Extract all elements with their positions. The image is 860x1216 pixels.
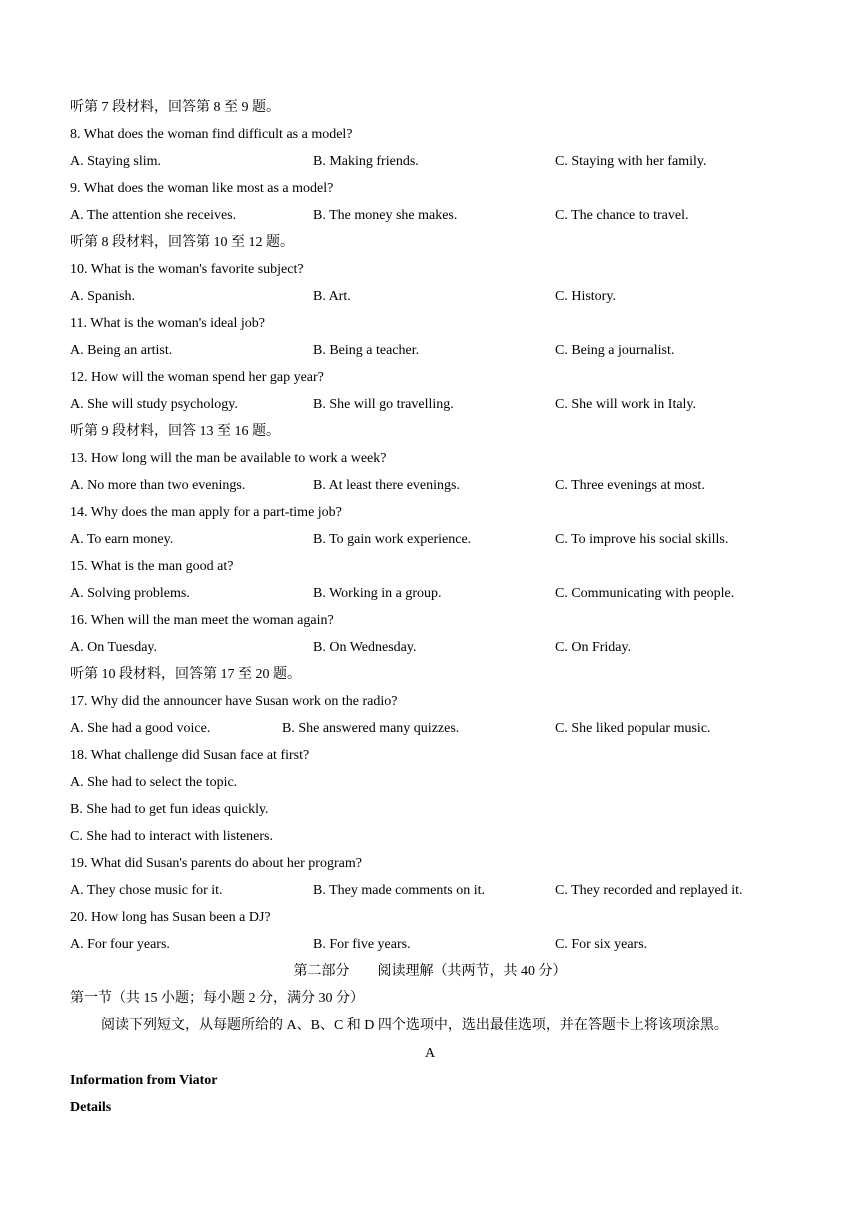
question-14: 14. Why does the man apply for a part-time job? xyxy=(70,505,342,520)
option-b: B. Making friends. xyxy=(313,154,419,169)
option-a: A. To earn money. xyxy=(70,532,174,547)
option-a: A. The attention she receives. xyxy=(70,208,237,223)
option-c: C. On Friday. xyxy=(555,640,632,655)
question-15: 15. What is the man good at? xyxy=(70,559,234,574)
section-instruction: 听第 7 段材料，回答第 8 至 9 题。 xyxy=(70,100,280,115)
option-b: B. She answered many quizzes. xyxy=(282,721,460,736)
part-heading: 第二部分 阅读理解（共两节，共 40 分） xyxy=(293,964,567,979)
question-12: 12. How will the woman spend her gap year? xyxy=(70,370,324,385)
passage-subheading: Details xyxy=(70,1100,112,1115)
option-a: A. For four years. xyxy=(70,937,170,952)
option-b: B. On Wednesday. xyxy=(313,640,417,655)
option-a: A. On Tuesday. xyxy=(70,640,157,655)
option-c: C. The chance to travel. xyxy=(555,208,689,223)
option-a: A. She had a good voice. xyxy=(70,721,211,736)
option-b: B. Art. xyxy=(313,289,351,304)
question-11: 11. What is the woman's ideal job? xyxy=(70,316,265,331)
section-instruction: 听第 10 段材料，回答第 17 至 20 题。 xyxy=(70,667,301,682)
option-c: C. Three evenings at most. xyxy=(555,478,705,493)
passage-title: Information from Viator xyxy=(70,1073,218,1088)
question-19: 19. What did Susan's parents do about her program? xyxy=(70,856,362,871)
option-c: C. Communicating with people. xyxy=(555,586,735,601)
option-b: B. They made comments on it. xyxy=(313,883,485,898)
option-a: A. She had to select the topic. xyxy=(70,775,238,790)
option-c: C. History. xyxy=(555,289,616,304)
option-c: C. Being a journalist. xyxy=(555,343,675,358)
question-13: 13. How long will the man be available to work a week? xyxy=(70,451,387,466)
option-c: C. She had to interact with listeners. xyxy=(70,829,273,844)
option-c: C. She liked popular music. xyxy=(555,721,711,736)
option-a: A. Solving problems. xyxy=(70,586,190,601)
option-a: A. Staying slim. xyxy=(70,154,162,169)
option-b: B. For five years. xyxy=(313,937,411,952)
option-c: C. Staying with her family. xyxy=(555,154,707,169)
option-b: B. At least there evenings. xyxy=(313,478,460,493)
question-20: 20. How long has Susan been a DJ? xyxy=(70,910,271,925)
question-16: 16. When will the man meet the woman again? xyxy=(70,613,334,628)
section-instruction: 听第 9 段材料，回答 13 至 16 题。 xyxy=(70,424,280,439)
section-heading: 第一节（共 15 小题；每小题 2 分，满分 30 分） xyxy=(70,991,364,1006)
section-instruction: 听第 8 段材料，回答第 10 至 12 题。 xyxy=(70,235,294,250)
option-c: C. For six years. xyxy=(555,937,648,952)
question-17: 17. Why did the announcer have Susan work on the radio? xyxy=(70,694,398,709)
option-b: B. The money she makes. xyxy=(313,208,458,223)
option-b: B. Working in a group. xyxy=(313,586,442,601)
option-b: B. Being a teacher. xyxy=(313,343,420,358)
option-a: A. She will study psychology. xyxy=(70,397,238,412)
option-c: C. They recorded and replayed it. xyxy=(555,883,743,898)
option-a: A. They chose music for it. xyxy=(70,883,223,898)
passage-label: A xyxy=(424,1046,436,1061)
option-a: A. No more than two evenings. xyxy=(70,478,246,493)
option-a: A. Being an artist. xyxy=(70,343,173,358)
question-18: 18. What challenge did Susan face at first? xyxy=(70,748,310,763)
option-a: A. Spanish. xyxy=(70,289,135,304)
question-8: 8. What does the woman find difficult as a model? xyxy=(70,127,353,142)
question-9: 9. What does the woman like most as a model? xyxy=(70,181,334,196)
option-b: B. She will go travelling. xyxy=(313,397,454,412)
option-c: C. To improve his social skills. xyxy=(555,532,729,547)
option-b: B. To gain work experience. xyxy=(313,532,472,547)
reading-instructions: 阅读下列短文，从每题所给的 A、B、C 和 D 四个选项中，选出最佳选项，并在答题卡上将该项涂黑。 xyxy=(101,1018,728,1033)
question-10: 10. What is the woman's favorite subject? xyxy=(70,262,304,277)
option-c: C. She will work in Italy. xyxy=(555,397,697,412)
option-b: B. She had to get fun ideas quickly. xyxy=(70,802,269,817)
